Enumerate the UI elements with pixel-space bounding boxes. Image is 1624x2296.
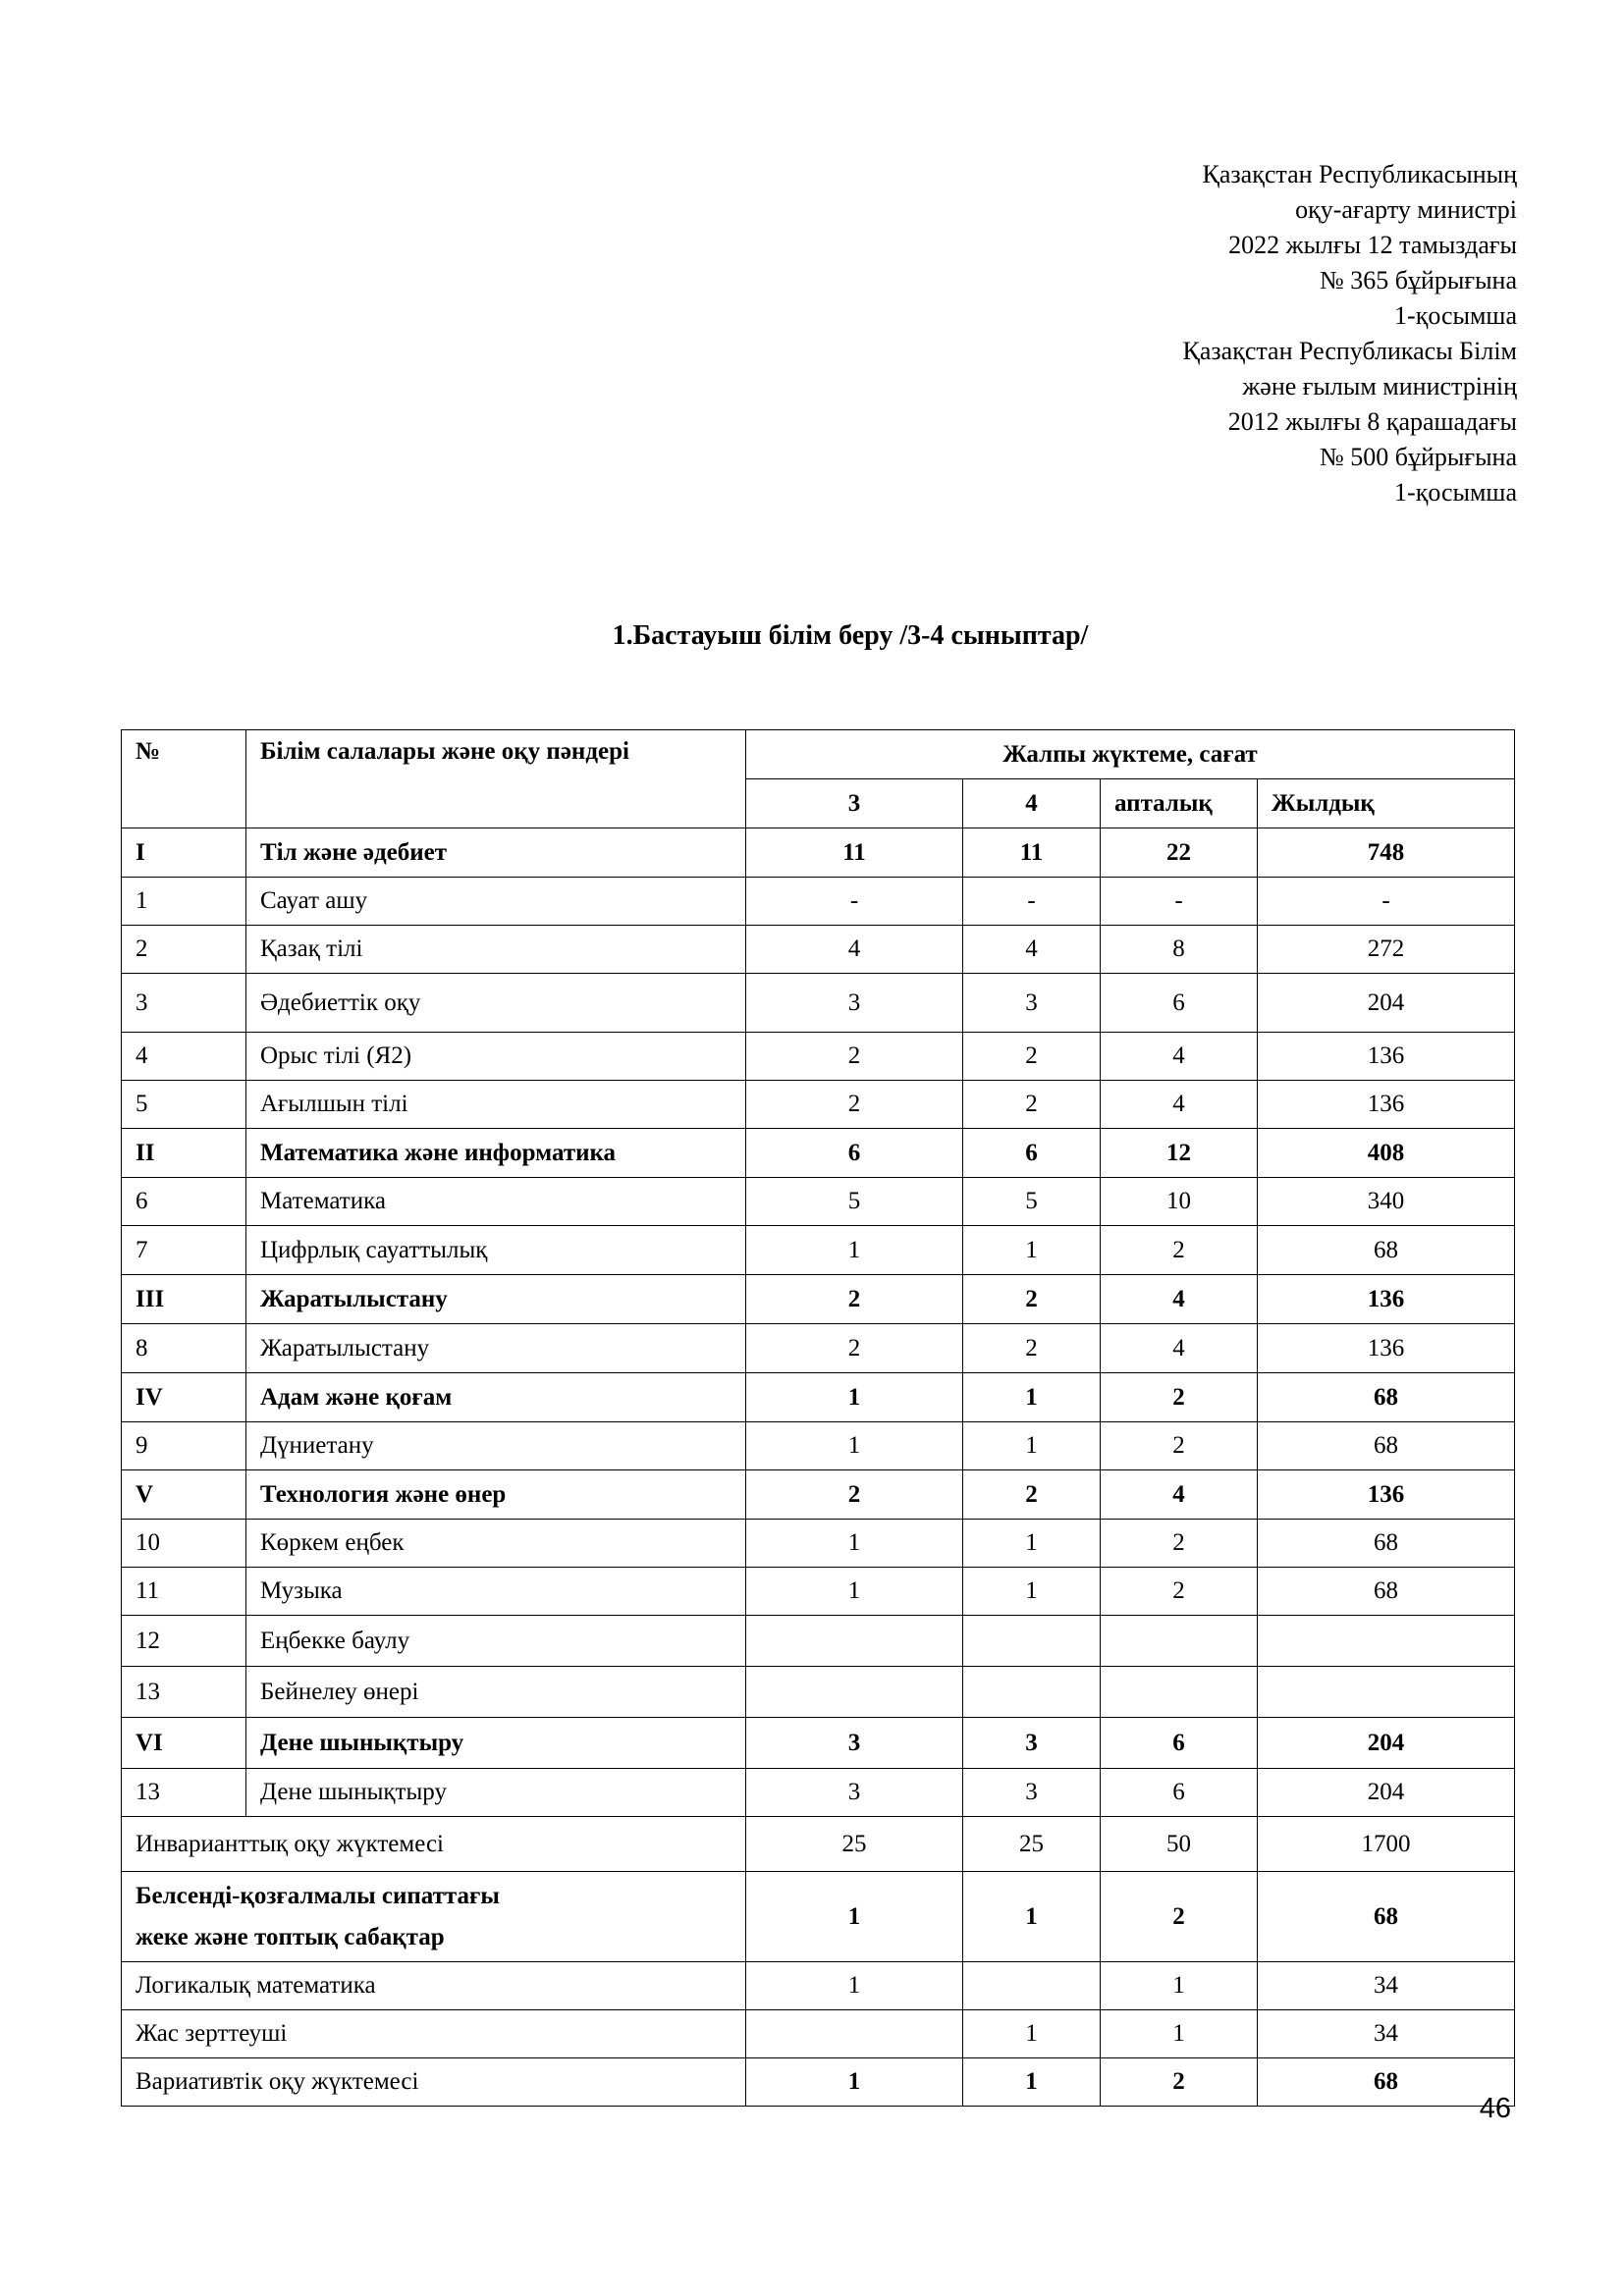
weekly-hours: 4	[1101, 1324, 1258, 1373]
yearly-hours: 136	[1258, 1033, 1515, 1081]
subject-name: Тіл және әдебиет	[246, 828, 746, 878]
grade-4-hours: 2	[963, 1033, 1101, 1081]
weekly-hours: 2	[1101, 2058, 1258, 2107]
subject-name: Жаратылыстану	[246, 1324, 746, 1373]
weekly-hours: 4	[1101, 1470, 1258, 1520]
subject-row	[122, 1226, 1515, 1275]
grade-3-hours: 2	[746, 1033, 963, 1081]
grade-3-hours: 2	[746, 1081, 963, 1129]
yearly-hours: 68	[1258, 1226, 1515, 1275]
header-line: Қазақстан Республикасы Білім	[1182, 337, 1517, 365]
grade-4-hours: 2	[963, 1081, 1101, 1129]
weekly-hours: 2	[1101, 1520, 1258, 1568]
grade-3-hours: 3	[746, 1769, 963, 1817]
subject-name: Ағылшын тілі	[246, 1081, 746, 1129]
subject-row	[122, 926, 1515, 974]
subject-name: Дене шынықтыру	[246, 1769, 746, 1817]
grade-3-hours	[746, 1616, 963, 1667]
grade-3-hours: 2	[746, 1275, 963, 1324]
row-number: III	[122, 1275, 246, 1324]
header-line: 2022 жылғы 12 тамыздағы	[1228, 231, 1517, 259]
yearly-hours: 136	[1258, 1324, 1515, 1373]
grade-4-hours: 1	[963, 1226, 1101, 1275]
subject-name: Технология және өнер	[246, 1470, 746, 1520]
weekly-hours: 6	[1101, 1718, 1258, 1769]
yearly-hours: 1700	[1258, 1817, 1515, 1872]
invariant-load-row	[122, 1817, 1515, 1872]
page-title: 1.Бастауыш білім беру /3-4 сыныптар/	[612, 620, 1089, 651]
weekly-hours: 2	[1101, 1226, 1258, 1275]
header-grade-4: 4	[963, 779, 1101, 828]
variative-load-row	[122, 2058, 1515, 2107]
subject-name: Музыка	[246, 1568, 746, 1616]
subject-row	[122, 1422, 1515, 1470]
grade-4-hours: 11	[963, 828, 1101, 878]
grade-3-hours: 1	[746, 1520, 963, 1568]
header-no: №	[122, 730, 246, 828]
row-number: 11	[122, 1568, 246, 1616]
subject-row	[122, 1324, 1515, 1373]
row-number: VI	[122, 1718, 246, 1769]
header-line: Қазақстан Республикасының	[1202, 160, 1517, 188]
section-row	[122, 1129, 1515, 1178]
yearly-hours: 68	[1258, 1422, 1515, 1470]
grade-4-hours: -	[963, 878, 1101, 926]
grade-3-hours: 2	[746, 1470, 963, 1520]
section-row	[122, 828, 1515, 878]
subject-name: Дене шынықтыру	[246, 1718, 746, 1769]
grade-3-hours: 11	[746, 828, 963, 878]
header-grade-3: 3	[746, 779, 963, 828]
table-body	[122, 730, 1515, 2107]
summary-label: Логикалық математика	[122, 1962, 746, 2010]
yearly-hours: 68	[1258, 1373, 1515, 1422]
subject-name: Орыс тілі (Я2)	[246, 1033, 746, 1081]
subject-name: Адам және қоғам	[246, 1373, 746, 1422]
subject-row	[122, 974, 1515, 1033]
yearly-hours: 68	[1258, 2058, 1515, 2107]
grade-4-hours: 5	[963, 1178, 1101, 1226]
subject-row	[122, 1616, 1515, 1667]
yearly-hours: 408	[1258, 1129, 1515, 1178]
row-number: 12	[122, 1616, 246, 1667]
grade-4-hours: 2	[963, 1470, 1101, 1520]
row-number: 13	[122, 1769, 246, 1817]
yearly-hours: 204	[1258, 974, 1515, 1033]
header-yearly: Жылдық	[1258, 779, 1515, 828]
row-number: II	[122, 1129, 246, 1178]
row-number: V	[122, 1470, 246, 1520]
summary-label: Инварианттық оқу жүктемесі	[122, 1817, 746, 1872]
grade-4-hours	[963, 1616, 1101, 1667]
subject-name: Көркем еңбек	[246, 1520, 746, 1568]
elective-row	[122, 2010, 1515, 2058]
yearly-hours: 204	[1258, 1769, 1515, 1817]
row-number: 2	[122, 926, 246, 974]
yearly-hours: 68	[1258, 1568, 1515, 1616]
row-number: 4	[122, 1033, 246, 1081]
subject-name: Математика	[246, 1178, 746, 1226]
row-number: 1	[122, 878, 246, 926]
grade-4-hours	[963, 1962, 1101, 2010]
header-line: 1-қосымша	[1394, 478, 1517, 507]
grade-3-hours: 2	[746, 1324, 963, 1373]
grade-3-hours: 5	[746, 1178, 963, 1226]
header-line: № 500 бұйрығына	[1319, 443, 1517, 471]
row-number: IV	[122, 1373, 246, 1422]
header-line: 2012 жылғы 8 қарашадағы	[1227, 407, 1517, 436]
label-line: жеке және топтық сабақтар	[135, 1923, 445, 1950]
weekly-hours: 50	[1101, 1817, 1258, 1872]
weekly-hours: 10	[1101, 1178, 1258, 1226]
grade-4-hours: 25	[963, 1817, 1101, 1872]
section-row	[122, 1718, 1515, 1769]
subject-name: Әдебиеттік оқу	[246, 974, 746, 1033]
subject-row	[122, 1520, 1515, 1568]
summary-label: Жас зерттеуші	[122, 2010, 746, 2058]
subject-row	[122, 878, 1515, 926]
elective-row	[122, 1962, 1515, 2010]
subject-name: Сауат ашу	[246, 878, 746, 926]
yearly-hours: 68	[1258, 1872, 1515, 1962]
weekly-hours: 2	[1101, 1872, 1258, 1962]
grade-4-hours: 1	[963, 1872, 1101, 1962]
yearly-hours: -	[1258, 878, 1515, 926]
subject-name: Дүниетану	[246, 1422, 746, 1470]
subject-name: Еңбекке баулу	[246, 1616, 746, 1667]
weekly-hours: 6	[1101, 974, 1258, 1033]
grade-3-hours: 1	[746, 1422, 963, 1470]
yearly-hours: 34	[1258, 2010, 1515, 2058]
yearly-hours: 136	[1258, 1275, 1515, 1324]
grade-3-hours: 3	[746, 1718, 963, 1769]
grade-3-hours: 1	[746, 1568, 963, 1616]
section-row	[122, 1470, 1515, 1520]
summary-label: Вариативтік оқу жүктемесі	[122, 2058, 746, 2107]
row-number: 3	[122, 974, 246, 1033]
header-line: оқу-ағарту министрі	[1295, 195, 1517, 224]
yearly-hours: 136	[1258, 1081, 1515, 1129]
row-number: 7	[122, 1226, 246, 1275]
row-number: 6	[122, 1178, 246, 1226]
weekly-hours: 2	[1101, 1373, 1258, 1422]
grade-4-hours: 1	[963, 1568, 1101, 1616]
row-number: 8	[122, 1324, 246, 1373]
grade-4-hours: 1	[963, 1422, 1101, 1470]
subject-row	[122, 1033, 1515, 1081]
grade-4-hours	[963, 1667, 1101, 1718]
grade-3-hours: 3	[746, 974, 963, 1033]
weekly-hours: 1	[1101, 1962, 1258, 2010]
weekly-hours: 22	[1101, 828, 1258, 878]
grade-4-hours: 2	[963, 1275, 1101, 1324]
weekly-hours: 2	[1101, 1422, 1258, 1470]
yearly-hours: 272	[1258, 926, 1515, 974]
header-line: және ғылым министрінің	[1242, 372, 1517, 400]
grade-4-hours: 1	[963, 2058, 1101, 2107]
grade-3-hours: 1	[746, 1226, 963, 1275]
weekly-hours: 12	[1101, 1129, 1258, 1178]
header-total-load: Жалпы жүктеме, сағат	[746, 730, 1515, 779]
subject-row	[122, 1178, 1515, 1226]
weekly-hours: 2	[1101, 1568, 1258, 1616]
subject-row	[122, 1769, 1515, 1817]
grade-4-hours: 3	[963, 1769, 1101, 1817]
summary-label	[122, 1872, 746, 1962]
subject-name: Қазақ тілі	[246, 926, 746, 974]
header-weekly: апталық	[1101, 779, 1258, 828]
weekly-hours: 8	[1101, 926, 1258, 974]
row-number: 9	[122, 1422, 246, 1470]
weekly-hours	[1101, 1616, 1258, 1667]
grade-4-hours: 1	[963, 2010, 1101, 2058]
grade-3-hours: -	[746, 878, 963, 926]
grade-4-hours: 4	[963, 926, 1101, 974]
subject-name: Жаратылыстану	[246, 1275, 746, 1324]
grade-4-hours: 1	[963, 1373, 1101, 1422]
row-number: 10	[122, 1520, 246, 1568]
yearly-hours: 136	[1258, 1470, 1515, 1520]
grade-3-hours	[746, 1667, 963, 1718]
yearly-hours	[1258, 1616, 1515, 1667]
header-line: № 365 бұйрығына	[1319, 266, 1517, 294]
section-row	[122, 1373, 1515, 1422]
grade-4-hours: 6	[963, 1129, 1101, 1178]
yearly-hours: 204	[1258, 1718, 1515, 1769]
row-number: I	[122, 828, 246, 878]
weekly-hours: 1	[1101, 2010, 1258, 2058]
grade-3-hours: 25	[746, 1817, 963, 1872]
approval-header	[1183, 157, 1517, 510]
weekly-hours: 4	[1101, 1081, 1258, 1129]
subject-row	[122, 1568, 1515, 1616]
subject-name: Математика және информатика	[246, 1129, 746, 1178]
grade-3-hours: 1	[746, 1962, 963, 2010]
weekly-hours: 4	[1101, 1033, 1258, 1081]
subject-row	[122, 1667, 1515, 1718]
label-line: Белсенді-қозғалмалы сипаттағы	[135, 1882, 500, 1909]
page-number: 46	[1479, 2093, 1511, 2124]
subject-name: Бейнелеу өнері	[246, 1667, 746, 1718]
row-number: 5	[122, 1081, 246, 1129]
grade-4-hours: 1	[963, 1520, 1101, 1568]
yearly-hours: 34	[1258, 1962, 1515, 2010]
grade-3-hours: 6	[746, 1129, 963, 1178]
yearly-hours	[1258, 1667, 1515, 1718]
active-lessons-row	[122, 1872, 1515, 1962]
weekly-hours: 6	[1101, 1769, 1258, 1817]
grade-3-hours: 1	[746, 1872, 963, 1962]
header-subjects: Білім салалары және оқу пәндері	[246, 730, 746, 828]
grade-3-hours: 4	[746, 926, 963, 974]
grade-3-hours	[746, 2010, 963, 2058]
subject-row	[122, 1081, 1515, 1129]
yearly-hours: 340	[1258, 1178, 1515, 1226]
weekly-hours: 4	[1101, 1275, 1258, 1324]
weekly-hours: -	[1101, 878, 1258, 926]
table-header-row	[122, 730, 1515, 779]
grade-4-hours: 3	[963, 1718, 1101, 1769]
grade-4-hours: 3	[963, 974, 1101, 1033]
yearly-hours: 748	[1258, 828, 1515, 878]
curriculum-load-table	[121, 729, 1515, 2107]
row-number: 13	[122, 1667, 246, 1718]
grade-3-hours: 1	[746, 1373, 963, 1422]
yearly-hours: 68	[1258, 1520, 1515, 1568]
header-line: 1-қосымша	[1394, 301, 1517, 330]
subject-name: Цифрлық сауаттылық	[246, 1226, 746, 1275]
weekly-hours	[1101, 1667, 1258, 1718]
grade-3-hours: 1	[746, 2058, 963, 2107]
section-row	[122, 1275, 1515, 1324]
grade-4-hours: 2	[963, 1324, 1101, 1373]
